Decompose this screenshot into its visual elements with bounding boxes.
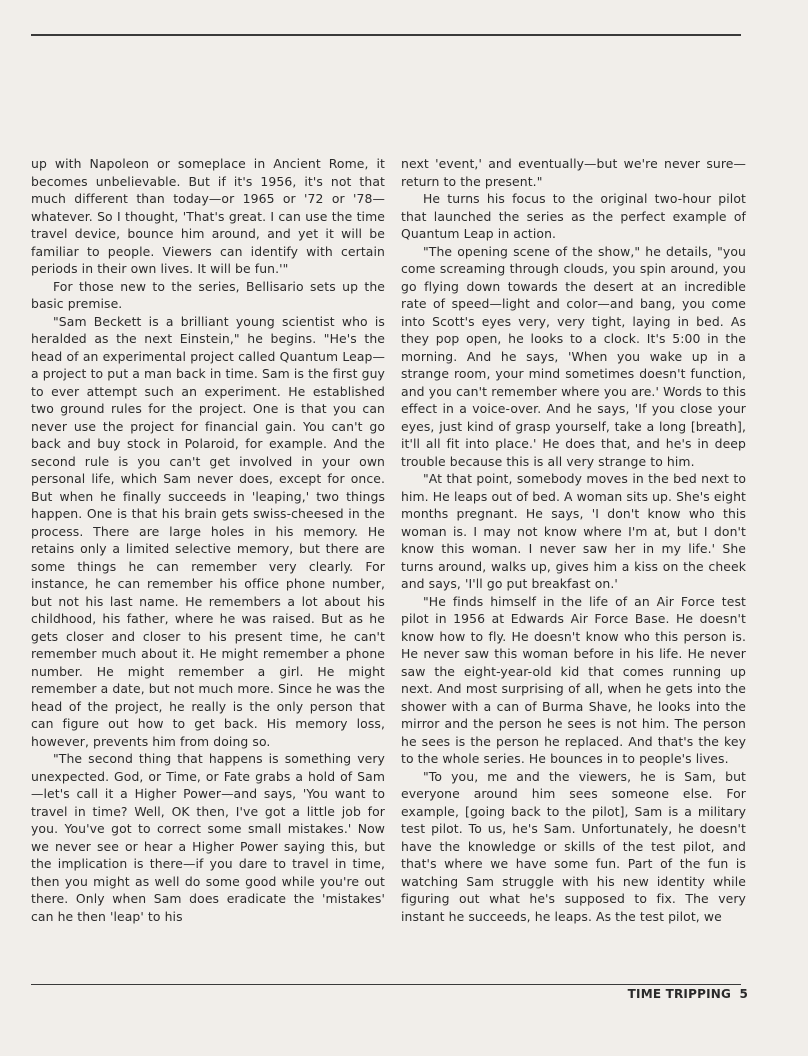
section-title: TIME TRIPPING xyxy=(627,987,732,1001)
paragraph: "To you, me and the viewers, he is Sam, but everyone around him sees someone else. For example, [going back to the pilot], Sam is a military test pilot. To us, he's Sam. Unfortunately, he doesn't have the knowledge or skills of the test pilot, and that's where we have some fun. Part of the fun is watching Sam struggle with his new identity while figuring out what he's supposed to fix. The very instant he succeeds, he leaps. As the test pilot, we xyxy=(401,768,746,924)
right-column xyxy=(401,155,746,925)
paragraph: up with Napoleon or someplace in Ancient Rome, it becomes unbelievable. But if it's 1956, it's not that much different than today—or 1965 or '72 or '78—whatever. So I thought, 'That's great. I can use the time travel device, bounce him around, and yet it will be familiar to people. Viewers can identify with certain periods in their own lives. It will be fun.'" xyxy=(31,156,385,276)
paragraph: "At that point, somebody moves in the bed next to him. He leaps out of bed. A woman sits up. She's eight months pregnant. He says, 'I don't know who this woman is. I may not know where I'm at, but I don't know this woman. I never saw her in my life.' She turns around, walks up, gives him a kiss on the cheek and says, 'I'll go put breakfast on.' xyxy=(401,471,746,591)
page-footer xyxy=(628,987,748,1001)
paragraph: He turns his focus to the original two-hour pilot that launched the series as the perfect example of Quantum Leap in action. xyxy=(401,191,746,241)
page-number: 5 xyxy=(739,987,748,1001)
paragraph: "The opening scene of the show," he details, "you come screaming through clouds, you spin around, you go flying down towards the desert at an incredible rate of speed—light and color—and bang, you come into Scott's eyes very, very tight, laying in bed. As they pop open, he looks to a clock. It's 5:00 in the morning. And he says, 'When you wake up in a strange room, your mind sometimes doesn't function, and you can't remember where you are.' Words to this effect in a voice-over. And he says, 'If you close your eyes, just kind of grasp yourself, take a long [breath], it'll all fit into place.' He does that, and he's in deep trouble because this is all very strange to him. xyxy=(401,243,746,469)
bottom-rule xyxy=(31,984,741,985)
paragraph: next 'event,' and eventually—but we're never sure—return to the present." xyxy=(401,156,746,189)
paragraph: "Sam Beckett is a brilliant young scientist who is heralded as the next Einstein," he begins. "He's the head of an experimental project called Quantum Leap—a project to put a man back in time. Sam is the first guy to ever attempt such an experiment. He established two ground rules for the project. One is that you can never use the project for financial gain. You can't go back and buy stock in Polaroid, for example. And the second rule is you can't get involved in your own personal life, which Sam never does, except for once. But when he finally succeeds in 'leaping,' two things happen. One is that his brain gets swiss-cheesed in the process. There are large holes in his memory. He retains only a limited selective memory, but there are some things he can remember very clearly. For instance, he can remember his office phone number, but not his last name. He remembers a lot about his childhood, his father, where he was raised. But as he gets closer and closer to his present time, he can't remember much about it. He might remember a phone number. He might remember a girl. He might remember a date, but not much more. Since he was the head of the project, he really is the only person that can figure out how to get back. His memory loss, however, prevents him from doing so. xyxy=(31,313,385,749)
paragraph: For those new to the series, Bellisario sets up the basic premise. xyxy=(31,278,385,311)
left-column xyxy=(31,155,385,925)
paragraph: "The second thing that happens is something very unexpected. God, or Time, or Fate grabs a hold of Sam—let's call it a Higher Power—and says, 'You want to travel in time? Well, OK then, I've got a little job for you. You've got to correct some small mistakes.' Now we never see or hear a Higher Power saying this, but the implication is there—if you dare to travel in time, then you might as well do some good while you're out there. Only when Sam does eradicate the 'mistakes' can he then 'leap' to his xyxy=(31,751,385,924)
paragraph: "He finds himself in the life of an Air Force test pilot in 1956 at Edwards Air Force Base. He doesn't know how to fly. He doesn't know who this person is. He never saw this woman before in his life. He never saw the eight-year-old kid that comes running up next. And most surprising of all, when he gets into the shower with a can of Burma Shave, he looks into the mirror and the person he sees is not him. The person he sees is the person he replaced. And that's the key to the whole series. He bounces in to people's lives. xyxy=(401,593,746,766)
top-rule xyxy=(31,34,741,36)
